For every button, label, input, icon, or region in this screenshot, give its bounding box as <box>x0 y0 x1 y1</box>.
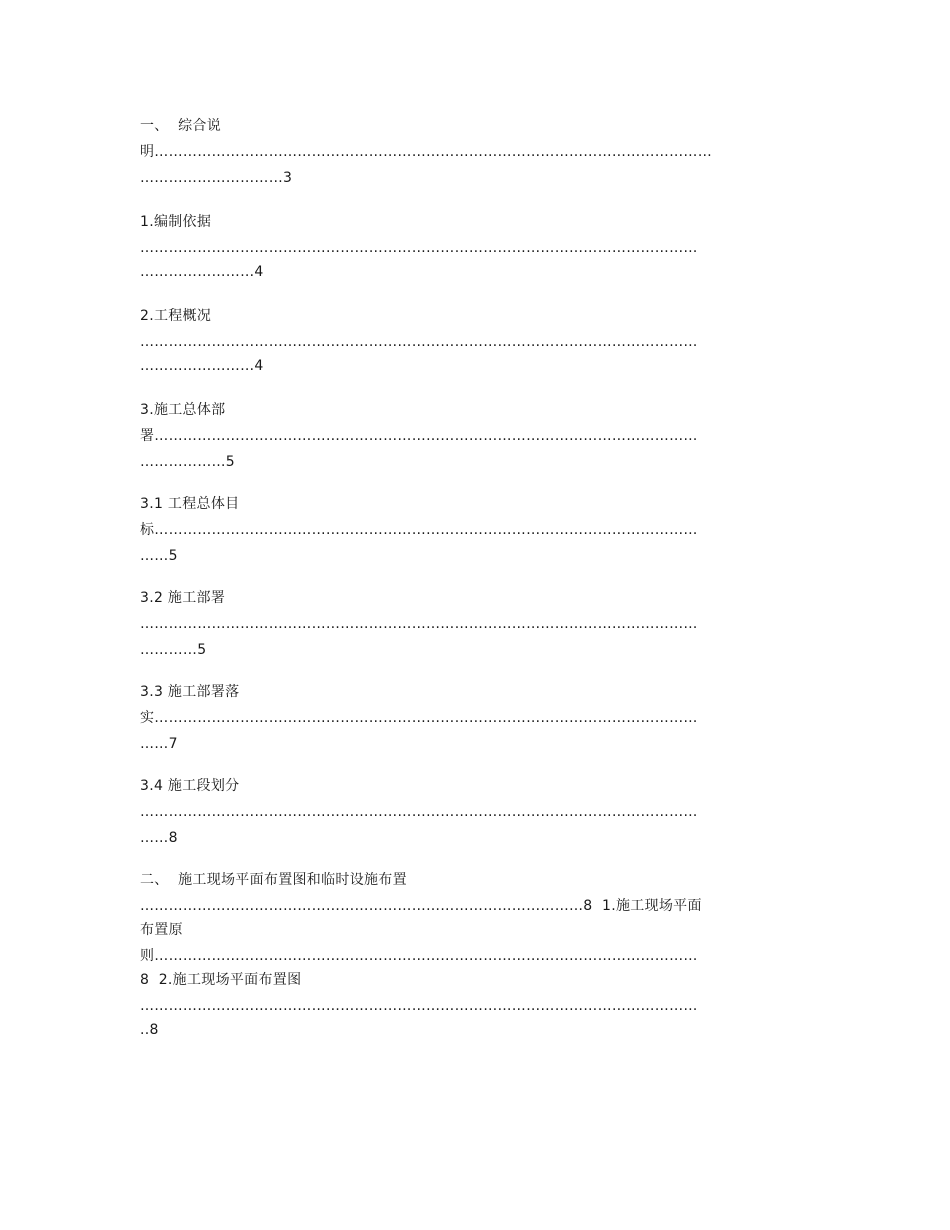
toc-entry-9-title: 二、 施工现场平面布置图和临时设施布置 <box>140 872 407 888</box>
toc-entry-8-title: 3.4 施工段划分 <box>140 778 240 794</box>
toc-entry-4-page: ………………5 <box>140 454 236 470</box>
toc-entry-5-page: ……5 <box>140 548 178 564</box>
toc-entry-3-page: ……………………4 <box>140 358 264 374</box>
toc-entry-5-title: 3.1 工程总体目 <box>140 496 240 512</box>
toc-entry-4-dots: 署…………………………………………………………………………………………………… <box>140 428 698 444</box>
toc-entry-1-title: 一、 综合说 <box>140 118 221 134</box>
toc-entry-1-page: …………………………3 <box>140 170 293 186</box>
toc-entry-2-dots: ……………………………………………………………………………………………………… <box>140 240 698 256</box>
toc-entry-9-line-4: 则…………………………………………………………………………………………………… <box>140 948 698 964</box>
toc-entry-9-line-5: 8 2.施工现场平面布置图 <box>140 972 302 988</box>
toc-entry-3-title: 2.工程概况 <box>140 308 212 324</box>
toc-entry-4-title: 3.施工总体部 <box>140 402 226 418</box>
toc-entry-1-dots: 明……………………………………………………………………………………………………… <box>140 144 712 160</box>
toc-entry-8-page: ……8 <box>140 830 178 846</box>
toc-entry-7-page: ……7 <box>140 736 178 752</box>
toc-entry-6-dots: ……………………………………………………………………………………………………… <box>140 616 698 632</box>
toc-entry-7-title: 3.3 施工部署落 <box>140 684 240 700</box>
toc-entry-2-page: ……………………4 <box>140 264 264 280</box>
toc-entry-9-line-7: ..8 <box>140 1022 159 1038</box>
toc-entry-2-title: 1.编制依据 <box>140 214 212 230</box>
toc-entry-5-dots: 标…………………………………………………………………………………………………… <box>140 522 698 538</box>
toc-entry-9-line-6: ……………………………………………………………………………………………………… <box>140 998 698 1014</box>
toc-entry-3-dots: ……………………………………………………………………………………………………… <box>140 334 698 350</box>
toc-entry-8-dots: ……………………………………………………………………………………………………… <box>140 804 698 820</box>
toc-entry-6-page: …………5 <box>140 642 207 658</box>
toc-entry-9-line-2: …………………………………………………………………………………8 1.施工现场平面 <box>140 898 702 914</box>
toc-entry-6-title: 3.2 施工部署 <box>140 590 226 606</box>
toc-entry-7-dots: 实…………………………………………………………………………………………………… <box>140 710 698 726</box>
toc-entry-9-line-3: 布置原 <box>140 922 183 938</box>
